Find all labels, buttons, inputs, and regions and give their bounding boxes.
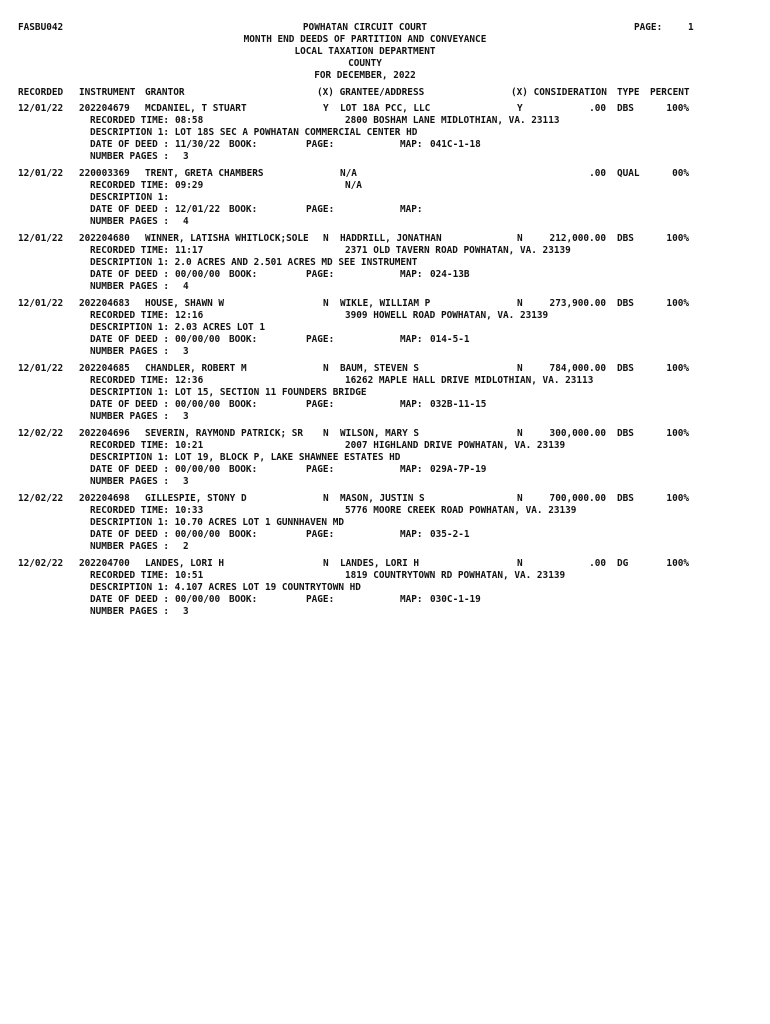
record-grantee: WILSON, MARY S [340,428,420,439]
record-recorded-date: 12/02/22 [18,558,64,569]
recorded-time-label: RECORDED TIME: [90,440,170,451]
record-grantor: LANDES, LORI H [145,558,225,569]
book-label: BOOK: [229,594,258,605]
record-recorded-time: 10:21 [175,440,204,451]
date-of-deed-label: DATE OF DEED : [90,334,170,345]
record-grantor: GILLESPIE, STONY D [145,493,247,504]
title-period: FOR DECEMBER, 2022 [314,70,416,81]
map-label: MAP: [400,269,423,280]
record-instrument: 202204698 [79,493,130,504]
date-of-deed-label: DATE OF DEED : [90,399,170,410]
book-label: BOOK: [229,529,258,540]
number-pages-label: NUMBER PAGES : [90,476,170,487]
record-deed-date: 11/30/22 [175,139,221,150]
record-grantee-x: N [517,298,523,309]
record-recorded-date: 12/01/22 [18,298,64,309]
record-grantee-x: Y [517,103,523,114]
record-recorded-date: 12/01/22 [18,168,64,179]
page-field-label: PAGE: [306,594,335,605]
recorded-time-label: RECORDED TIME: [90,310,170,321]
record-deed-date: 00/00/00 [175,334,221,345]
record-grantee-x: N [517,363,523,374]
record-recorded-date: 12/01/22 [18,103,64,114]
record-grantee-x: N [517,558,523,569]
col-grantor: GRANTOR [145,87,185,98]
page-label: PAGE: [634,22,663,33]
record-grantor-x: N [323,493,329,504]
map-label: MAP: [400,529,423,540]
record-consideration: 784,000.00 [549,363,606,374]
record-grantee: LOT 18A PCC, LLC [340,103,431,114]
col-percent: PERCENT [650,87,690,98]
record-grantee-x: N [517,233,523,244]
record-pages: 4 [183,281,189,292]
record-address: 2371 OLD TAVERN ROAD POWHATAN, VA. 23139 [345,245,571,256]
record-description: DESCRIPTION 1: 4.107 ACRES LOT 19 COUNTRYTOWN HD [90,582,361,593]
map-label: MAP: [400,594,423,605]
record-percent: 100% [666,233,689,244]
record-consideration: 300,000.00 [549,428,606,439]
record-grantee: BAUM, STEVEN S [340,363,420,374]
record-consideration: 273,900.00 [549,298,606,309]
record-address: 2007 HIGHLAND DRIVE POWHATAN, VA. 23139 [345,440,566,451]
record-grantor-x: N [323,558,329,569]
record-deed-date: 00/00/00 [175,594,221,605]
record-recorded-time: 08:58 [175,115,204,126]
record-description: DESCRIPTION 1: 10.70 ACRES LOT 1 GUNNHAVEN MD [90,517,344,528]
record-recorded-time: 12:16 [175,310,204,321]
record-grantor: MCDANIEL, T STUART [145,103,247,114]
record-grantor: WINNER, LATISHA WHITLOCK;SOLE [145,233,309,244]
date-of-deed-label: DATE OF DEED : [90,204,170,215]
record-grantor: CHANDLER, ROBERT M [145,363,247,374]
record-grantor: TRENT, GRETA CHAMBERS [145,168,264,179]
record-map: 041C-1-18 [430,139,481,150]
record-type: DBS [617,428,634,439]
number-pages-label: NUMBER PAGES : [90,411,170,422]
record-pages: 2 [183,541,189,552]
record-recorded-date: 12/02/22 [18,493,64,504]
date-of-deed-label: DATE OF DEED : [90,594,170,605]
record-consideration: 212,000.00 [549,233,606,244]
record-type: DBS [617,493,634,504]
record-percent: 100% [666,428,689,439]
record-grantor-x: N [323,363,329,374]
record-pages: 4 [183,216,189,227]
record-consideration: 700,000.00 [549,493,606,504]
record-recorded-time: 11:17 [175,245,204,256]
record-percent: 00% [672,168,689,179]
report-id: FASBU042 [18,22,64,33]
record-description: DESCRIPTION 1: LOT 15, SECTION 11 FOUNDERS BRIDGE [90,387,367,398]
record-grantee: HADDRILL, JONATHAN [340,233,442,244]
record-description: DESCRIPTION 1: LOT 18S SEC A POWHATAN COMMERCIAL CENTER HD [90,127,418,138]
map-label: MAP: [400,399,423,410]
record-grantee-x: N [517,493,523,504]
record-deed-date: 12/01/22 [175,204,221,215]
recorded-time-label: RECORDED TIME: [90,570,170,581]
record-description: DESCRIPTION 1: 2.03 ACRES LOT 1 [90,322,265,333]
record-grantee: WIKLE, WILLIAM P [340,298,431,309]
record-pages: 3 [183,346,189,357]
recorded-time-label: RECORDED TIME: [90,115,170,126]
date-of-deed-label: DATE OF DEED : [90,529,170,540]
recorded-time-label: RECORDED TIME: [90,245,170,256]
record-map: 030C-1-19 [430,594,481,605]
book-label: BOOK: [229,334,258,345]
number-pages-label: NUMBER PAGES : [90,216,170,227]
record-percent: 100% [666,298,689,309]
record-address: 3909 HOWELL ROAD POWHATAN, VA. 23139 [345,310,549,321]
record-address: N/A [345,180,362,191]
title-county: COUNTY [348,58,382,69]
record-type: QUAL [617,168,640,179]
record-grantor-x: Y [323,103,329,114]
number-pages-label: NUMBER PAGES : [90,541,170,552]
record-recorded-time: 12:36 [175,375,204,386]
record-grantor: HOUSE, SHAWN W [145,298,225,309]
number-pages-label: NUMBER PAGES : [90,606,170,617]
record-map: 024-13B [430,269,470,280]
book-label: BOOK: [229,204,258,215]
record-percent: 100% [666,558,689,569]
col-grantee: (X) GRANTEE/ADDRESS [317,87,425,98]
page-field-label: PAGE: [306,269,335,280]
record-description: DESCRIPTION 1: [90,192,170,203]
book-label: BOOK: [229,464,258,475]
record-percent: 100% [666,103,689,114]
record-type: DBS [617,363,634,374]
record-recorded-time: 10:51 [175,570,204,581]
record-pages: 3 [183,606,189,617]
record-type: DBS [617,298,634,309]
book-label: BOOK: [229,139,258,150]
record-address: 1819 COUNTRYTOWN RD POWHATAN, VA. 23139 [345,570,566,581]
number-pages-label: NUMBER PAGES : [90,281,170,292]
record-grantor: SEVERIN, RAYMOND PATRICK; SR [145,428,304,439]
record-recorded-time: 09:29 [175,180,204,191]
map-label: MAP: [400,334,423,345]
record-pages: 3 [183,151,189,162]
record-grantee: MASON, JUSTIN S [340,493,425,504]
date-of-deed-label: DATE OF DEED : [90,464,170,475]
col-consideration: (X) CONSIDERATION [511,87,607,98]
map-label: MAP: [400,204,423,215]
record-consideration: .00 [589,103,606,114]
date-of-deed-label: DATE OF DEED : [90,269,170,280]
record-pages: 3 [183,411,189,422]
record-grantee-x: N [517,428,523,439]
record-deed-date: 00/00/00 [175,529,221,540]
map-label: MAP: [400,139,423,150]
record-deed-date: 00/00/00 [175,269,221,280]
record-pages: 3 [183,476,189,487]
col-recorded: RECORDED [18,87,64,98]
record-consideration: .00 [589,558,606,569]
record-recorded-date: 12/01/22 [18,233,64,244]
title-court: POWHATAN CIRCUIT COURT [302,22,428,33]
record-recorded-date: 12/01/22 [18,363,64,374]
record-instrument: 202204680 [79,233,130,244]
record-map: 029A-7P-19 [430,464,487,475]
record-recorded-time: 10:33 [175,505,204,516]
record-grantor-x: N [323,298,329,309]
record-percent: 100% [666,493,689,504]
book-label: BOOK: [229,399,258,410]
record-consideration: .00 [589,168,606,179]
col-instrument: INSTRUMENT [79,87,136,98]
record-instrument: 202204700 [79,558,130,569]
record-instrument: 202204685 [79,363,130,374]
date-of-deed-label: DATE OF DEED : [90,139,170,150]
record-description: DESCRIPTION 1: 2.0 ACRES AND 2.501 ACRES MD SEE INSTRUMENT [90,257,418,268]
map-label: MAP: [400,464,423,475]
record-map: 014-5-1 [430,334,470,345]
recorded-time-label: RECORDED TIME: [90,180,170,191]
page-field-label: PAGE: [306,529,335,540]
page-field-label: PAGE: [306,334,335,345]
record-deed-date: 00/00/00 [175,464,221,475]
book-label: BOOK: [229,269,258,280]
title-report: MONTH END DEEDS OF PARTITION AND CONVEYANCE [243,34,487,45]
record-instrument: 202204683 [79,298,130,309]
record-type: DBS [617,233,634,244]
number-pages-label: NUMBER PAGES : [90,151,170,162]
record-map: 032B-11-15 [430,399,487,410]
record-grantee: LANDES, LORI H [340,558,420,569]
record-address: 16262 MAPLE HALL DRIVE MIDLOTHIAN, VA. 23113 [345,375,594,386]
page-field-label: PAGE: [306,399,335,410]
record-type: DBS [617,103,634,114]
record-grantor-x: N [323,428,329,439]
record-grantor-x: N [323,233,329,244]
record-deed-date: 00/00/00 [175,399,221,410]
record-percent: 100% [666,363,689,374]
record-type: DG [617,558,629,569]
page-field-label: PAGE: [306,139,335,150]
record-address: 5776 MOORE CREEK ROAD POWHATAN, VA. 23139 [345,505,577,516]
record-instrument: 202204696 [79,428,130,439]
page-field-label: PAGE: [306,464,335,475]
record-address: 2800 BOSHAM LANE MIDLOTHIAN, VA. 23113 [345,115,560,126]
recorded-time-label: RECORDED TIME: [90,505,170,516]
record-instrument: 220003369 [79,168,130,179]
title-department: LOCAL TAXATION DEPARTMENT [294,46,436,57]
record-recorded-date: 12/02/22 [18,428,64,439]
col-type: TYPE [617,87,640,98]
record-description: DESCRIPTION 1: LOT 19, BLOCK P, LAKE SHAWNEE ESTATES HD [90,452,401,463]
record-map: 035-2-1 [430,529,470,540]
page-field-label: PAGE: [306,204,335,215]
recorded-time-label: RECORDED TIME: [90,375,170,386]
record-instrument: 202204679 [79,103,130,114]
page-number: 1 [688,22,694,33]
record-grantee: N/A [340,168,357,179]
number-pages-label: NUMBER PAGES : [90,346,170,357]
